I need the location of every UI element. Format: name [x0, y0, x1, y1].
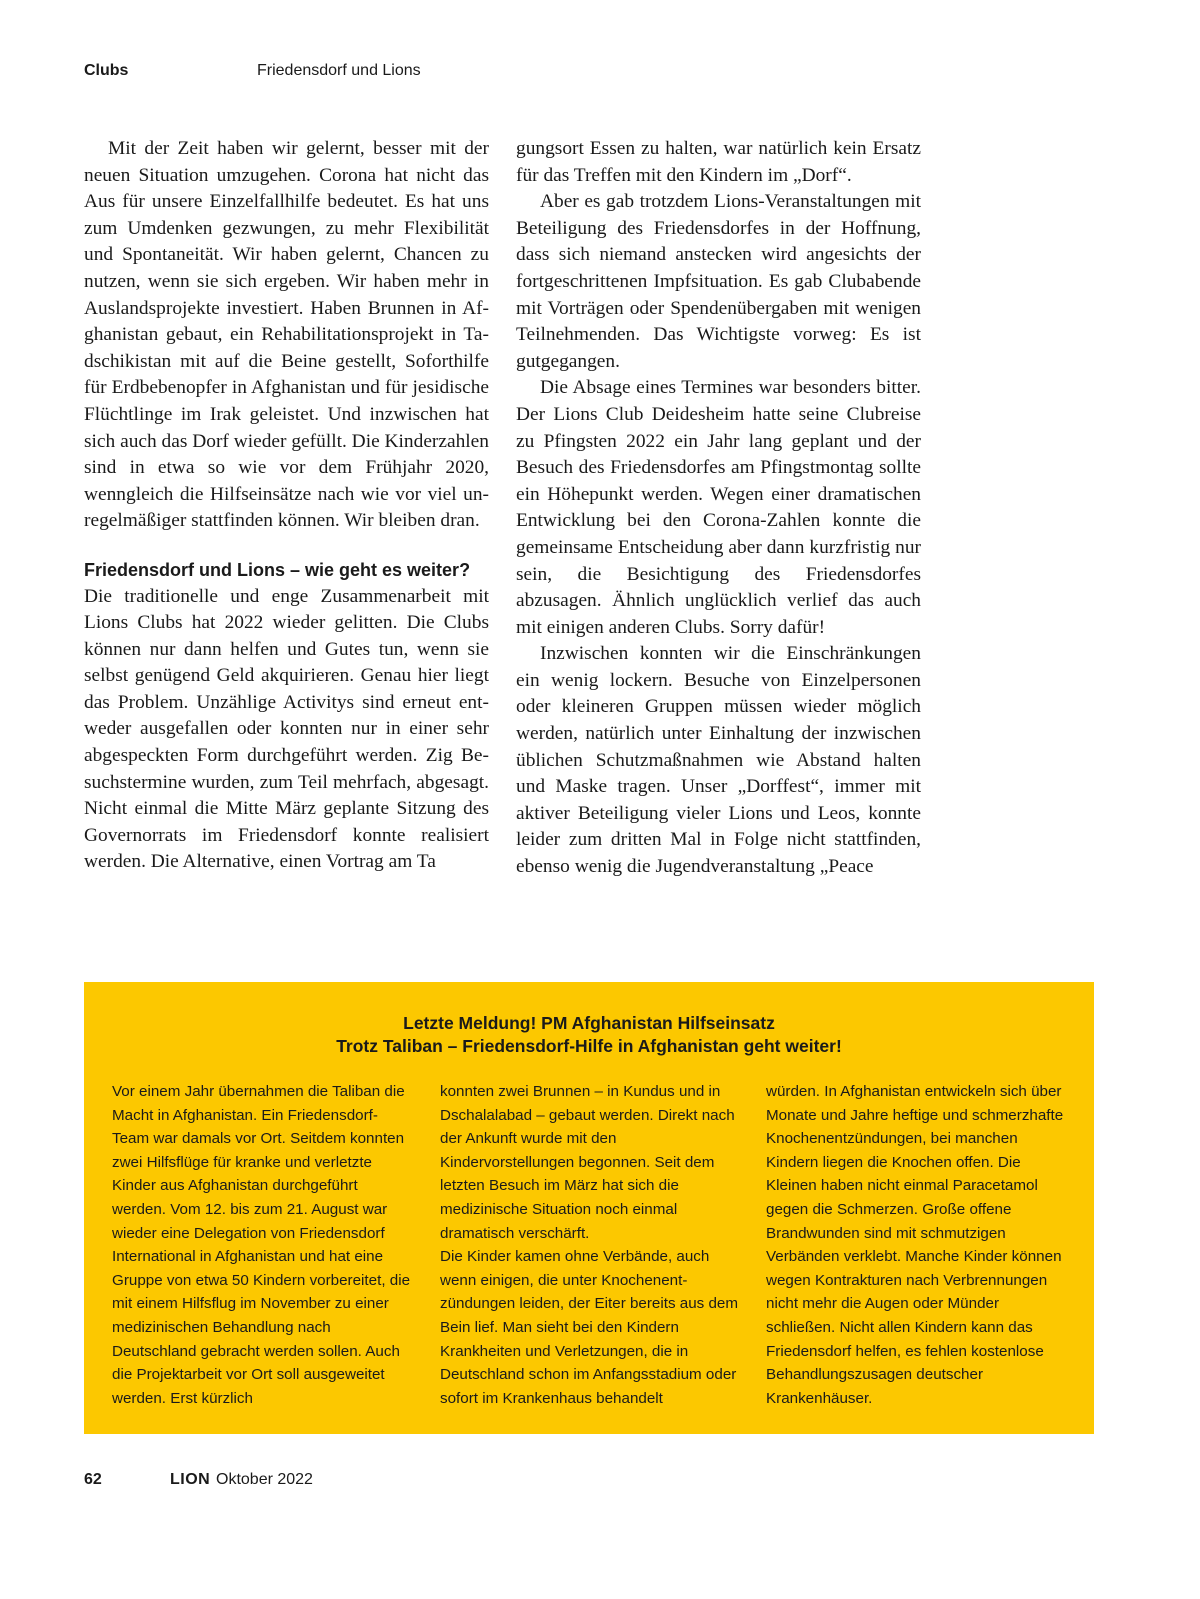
- news-box-paragraph: Die Kinder kamen ohne Verbände, auch wenn einigen, die unter Knochenentzündungen leiden, der Eiter bereits aus dem Bein lief. Man sieht bei den Kindern Krankheiten und Verletzungen, die in Deutschland schon im Anfangsstadium oder sofort im Krankenhaus behandelt: [440, 1248, 739, 1407]
- article-paragraph: Mit der Zeit haben wir gelernt, besser mit der neuen Situation umzugehen. Corona hat nicht das Aus für unsere Einzelfallhilfe bedeutet. Es hat uns zum Umdenken gezwungen, zu mehr Flexibilität und Spontaneität. Wir haben gelernt, Chancen zu nutzen, wenn sie sich ergeben. Wir haben mehr in Auslandsprojekte investiert. Haben Brunnen in Afghanistan gebaut, ein Rehabilitationsprojekt in Tadschikistan mit auf die Beine gestellt, Soforthilfe für Erdbebenopfer in Afghanistan und für jesidische Flüchtlinge im Irak geleistet. Und inzwischen hat sich auch das Dorf wieder gefüllt. Die Kinderzahlen sind in etwa so wie vor dem Frühjahr 2020, wenngleich die Hilfseinsätze nach wie vor viel unregelmäßiger stattfinden können. Wir bleiben dran.: [84, 138, 489, 532]
- section-label: Clubs: [84, 62, 129, 79]
- magazine-name: LION: [170, 1471, 211, 1488]
- news-box-headline: [84, 1012, 1094, 1058]
- article-paragraph: Die traditionelle und enge Zusammenarbeit mit Lions Clubs hat 2022 wieder gelitten. Die Clubs können nur dann helfen und Gutes tun, wenn sie selbst genügend Geld akquirieren. Genau hier liegt das Problem. Unzählige Activitys sind erneut entweder ausgefallen oder konnten nur in einer sehr abgespeckten Form durchgeführt werden. Zig Besuchstermine wurden, zum Teil mehrfach, abgesagt. Nicht einmal die Mitte März geplante Sitzung des Governorrats im Friedensdorf konnte realisiert werden. Die Alternative, einen Vortrag am Ta: [84, 585, 489, 873]
- news-box-headline-line-2: Trotz Taliban – Friedensdorf-Hilfe in Afghanistan geht weiter!: [336, 1036, 842, 1056]
- news-box-column-3: [766, 1080, 1066, 1410]
- topic-label: Friedensdorf und Lions: [257, 62, 421, 79]
- article-column-2: [516, 136, 921, 881]
- article-paragraph: Aber es gab trotzdem Lions-Veranstaltungen mit Beteiligung des Friedensdorfes in der Hoffnung, dass sich niemand anstecken wird angesichts der fortgeschrittenen Impfsituation. Es gab Clubabende mit Vorträgen oder Spendenübergaben mit wenigen Teilnehmenden. Das Wichtigste vorweg: Es ist gutgegangen.: [516, 191, 921, 372]
- article-paragraph: gungsort Essen zu halten, war natürlich kein Ersatz für das Treffen mit den Kindern im „Dorf“.: [516, 138, 921, 186]
- news-box-paragraph: Vor einem Jahr übernahmen die Taliban die Macht in Afghanistan. Ein Friedensdorf-Team war damals vor Ort. Seitdem konnten zwei Hilfsflüge für kranke und verletzte Kinder aus Afghanistan durchgeführt werden. Vom 12. bis zum 21. August war wieder eine Delegation von Friedensdorf International in Afghanistan und hat eine Gruppe von etwa 50 Kindern vorbereitet, die mit einem Hilfsflug im November zu einer medizinischen Behandlung nach Deutschland gebracht werden sollen. Auch die Projektarbeit vor Ort soll ausgeweitet werden. Erst kürzlich: [112, 1083, 411, 1407]
- news-box-headline-line-1: Letzte Meldung! PM Afghanistan Hilfseinsatz: [403, 1013, 775, 1033]
- news-box-paragraph: konnten zwei Brunnen – in Kundus und in Dschalalabad – gebaut werden. Direkt nach der Ankunft wurde mit den Kindervorstellungen begonnen. Seit dem letzten Besuch im März hat sich die medizinische Situation noch einmal dramatisch verschärft.: [440, 1083, 735, 1242]
- news-box: [84, 982, 1094, 1434]
- page-number: 62: [84, 1471, 102, 1488]
- news-box-paragraph: würden. In Afghanistan entwickeln sich über Monate und Jahre heftige und schmerzhafte Knochenentzündungen, bei manchen Kindern liegen die Knochen offen. Die Kleinen haben nicht einmal Paracetamol gegen die Schmerzen. Große offene Brandwunden sind mit schmutzigen Verbänden verklebt. Manche Kinder können wegen Kontrakturen nach Verbrennungen nicht mehr die Augen oder Münder schließen. Nicht allen Kindern kann das Friedensdorf helfen, es fehlen kostenlose Behandlungszusagen deutscher Krankenhäuser.: [766, 1083, 1064, 1407]
- news-box-column-2: [440, 1080, 740, 1410]
- issue-date: Oktober 2022: [216, 1471, 313, 1488]
- article-paragraph: Die Absage eines Termines war besonders bitter. Der Lions Club Deidesheim hatte seine Clubreise zu Pfingsten 2022 ein Jahr lang geplant und der Besuch des Friedensdorfes am Pfingstmontag sollte ein Höhepunkt werden. Wegen einer dramatischen Entwicklung bei den Corona-Zahlen konnte die gemeinsame Entscheidung aber dann kurzfristig nur sein, die Besichtigung des Friedensdorfes abzusagen. Ähnlich unglücklich verlief das auch mit einigen anderen Clubs. Sorry dafür!: [516, 377, 921, 638]
- article-paragraph: Inzwischen konnten wir die Einschränkungen ein wenig lockern. Besuche von Einzelpersonen oder kleineren Gruppen müssen wieder möglich werden, natürlich unter Einhaltung der inzwischen üblichen Schutzmaßnahmen wie Abstand halten und Maske tragen. Unser „Dorffest“, immer mit aktiver Beteiligung vieler Lions und Leos, konnte leider zum dritten Mal in Folge nicht stattfinden, ebenso wenig die Jugendveranstaltung „Peace: [516, 643, 921, 878]
- news-box-column-1: [112, 1080, 412, 1410]
- article-column-1: [84, 136, 489, 876]
- article-subheading: Friedensdorf und Lions – wie geht es weiter?: [84, 559, 471, 580]
